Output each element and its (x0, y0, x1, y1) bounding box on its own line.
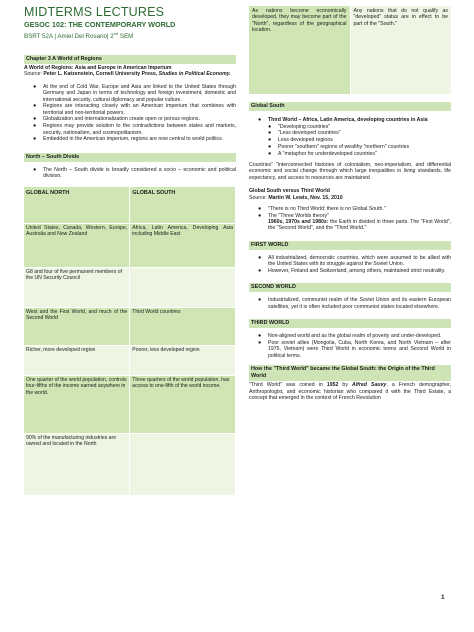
bullet-text: Regions may provide solution to the contradictions between states and markets, security, nationalism, and cosmopolitanism. (43, 123, 236, 136)
left-column (24, 55, 236, 496)
list-item (249, 255, 451, 268)
table-cell-north: United States, Canada, Western, Europe, Australia and New Zealand (24, 223, 130, 267)
table-header-global-north: GLOBAL NORTH (24, 187, 130, 223)
bullet-text: "Developing countries" (278, 123, 331, 130)
origin-text: "Third World" was coined in (249, 382, 327, 389)
first-world-bullet-list (249, 255, 451, 275)
right-column (249, 102, 451, 401)
countries-paragraph: Countries" "interconnected histories of colonialism, neo-imperialism, and differential economic and social change through which large inequalities in living standards, life expectancy, and access to resources are maintained (249, 161, 451, 181)
table-cell-south: Poorer, less developed region (130, 345, 236, 375)
origin-text-by: by (338, 382, 352, 389)
list-item (249, 268, 451, 274)
table-cell-south (130, 433, 236, 495)
bullet-text: At the end of Cold War, Europe and Asia are linked to the United States through Germany and Japan in terms of technology and foreign investment, domestic and international security, cultural diplomacy and popular culture. (43, 83, 236, 103)
table-row (24, 223, 236, 267)
bullet-bold-text: 1960s, 1970s and 1980s: (268, 219, 329, 226)
list-item (249, 213, 451, 232)
table-cell-north: G8 and four of five permanent members of the UN Security Council (24, 267, 130, 307)
bullet-icon: ● (268, 123, 272, 130)
chapter-heading: Chapter 3 A World of Regions (24, 55, 236, 64)
third-world-bullet-list (249, 333, 451, 359)
bullet-icon: ● (258, 254, 262, 261)
list-item (24, 84, 236, 103)
table-row (24, 345, 236, 375)
versus-source (249, 195, 451, 201)
author-byline (24, 30, 133, 41)
bullet-icon: ● (268, 143, 272, 150)
north-south-table (24, 187, 236, 496)
list-item (259, 124, 451, 130)
continued-south-cell: Any nations that do not qualify as "developed" status are in effect to be part of the "South." (353, 8, 448, 27)
bullet-icon: ● (258, 267, 262, 274)
bullet-text: Globalization and internationalization create open or porous regions. (43, 116, 200, 123)
table-row (24, 433, 236, 495)
bullet-icon: ● (33, 83, 37, 90)
bullet-text: Non-aligned world and as the global realm of poverty and under-developed. (268, 333, 442, 340)
north-south-bullet-list (24, 167, 236, 180)
list-item (259, 130, 451, 136)
bullet-icon: ● (258, 339, 262, 346)
bullet-icon: ● (258, 205, 262, 212)
table-header-global-south: GLOBAL SOUTH (130, 187, 236, 223)
table-row (24, 267, 236, 307)
bullet-icon: ● (33, 103, 37, 110)
bullet-text: However, Finland and Switzerland, among others, maintained strict neutrality. (268, 267, 446, 274)
list-item (249, 117, 451, 123)
table-cell-south: Three quarters of the world population, has access to one-fifth of the world income. (130, 375, 236, 433)
bullet-icon: ● (258, 117, 262, 123)
list-item (249, 297, 451, 310)
list-item (24, 136, 236, 142)
third-world-heading: THIRD WORLD (249, 319, 451, 328)
origin-author: Alfred Sauvy (351, 382, 387, 389)
global-south-sub-list (249, 124, 451, 157)
table-cell-south: Third World countries (130, 307, 236, 345)
bullet-text: Less developed regions (278, 137, 333, 144)
list-item (259, 137, 451, 143)
bullet-icon: ● (33, 116, 37, 123)
list-item (24, 103, 236, 116)
bullet-text: All industrialized, democratic countries, which were assumed to be allied with the United States with its struggle against the Soviet Union. (268, 254, 451, 268)
list-item (259, 144, 451, 150)
bullet-text: A "metaphor for underdeveloped countries" (278, 150, 377, 157)
bullet-icon: ● (258, 212, 262, 219)
bullet-rest-text: the Earth in divided in three parts. The "First World", the "Second World", and the "Third World." (268, 219, 451, 232)
bullet-icon: ● (268, 130, 272, 137)
table-cell-north: Richer, more developed region (24, 345, 130, 375)
list-item (24, 116, 236, 122)
origin-heading: How the "Third World" became the Global South: the Origin of the Third World (249, 365, 451, 381)
table-cell-north: 90% of the manufacturing industries are owned and located in the North (24, 433, 130, 495)
list-item (249, 206, 451, 212)
page-number: 1 (441, 594, 445, 601)
chapter-title: A World of Regions: Asia and Europe in American Imperium (24, 65, 172, 71)
table-cell-north: One quarter of the world population, controls four-fifths of the income earned anywhere in the world. (24, 375, 130, 433)
list-item (249, 340, 451, 359)
origin-text-rest: , a French demographer, Anthropologist, and economic historian who compared it with the Third Estate, a concept that emerged in the context of French Revolution (249, 382, 451, 401)
byline-superscript: nd (113, 31, 119, 36)
source-title: Studies in Political Economy. (158, 71, 231, 78)
versus-heading: Global South versus Third World (249, 188, 330, 195)
source-author: Peter L. Katzenstein, Cornell University Press, (43, 71, 159, 78)
north-south-heading: North – South Divide (24, 153, 236, 162)
source-label: Source: (24, 71, 44, 78)
global-south-heading: Global South (249, 102, 451, 111)
global-south-bullet-list (249, 117, 451, 123)
bullet-text: Poorer "southern" regions of wealthy "northern" countries (278, 143, 410, 150)
bullet-text: Embedded in the American imperium, regions are now central to world politics. (43, 136, 224, 143)
byline-text: BSRT 52A | Amiel Del Rosario| 2 (24, 33, 114, 41)
list-item (249, 333, 451, 339)
continued-table (249, 6, 451, 94)
table-cell-north: West and the First World, and much of the Second World (24, 307, 130, 345)
list-item (24, 167, 236, 180)
bullet-icon: ● (268, 150, 272, 157)
bullet-text: Poor soviet allies (Mongolia, Cuba, North Korea, and North Vietnam – after 1975, Vietnam) were Third World in economic terms and Second World in political terms. (268, 339, 451, 359)
page-title: MIDTERMS LECTURES (24, 5, 165, 19)
bullet-icon: ● (33, 166, 37, 173)
table-cell-south: Africa, Latin America, Developing Asia including Middle East (130, 223, 236, 267)
origin-year: 1952 (326, 382, 339, 389)
list-item (259, 151, 451, 157)
origin-paragraph (249, 382, 451, 401)
list-item (24, 123, 236, 136)
versus-bullet-list (249, 206, 451, 232)
second-world-bullet-list (249, 297, 451, 310)
bullet-icon: ● (268, 137, 272, 144)
byline-suffix: SEM (118, 33, 134, 41)
bullet-text: Regions are interacting closely with an American imperium that combines with territorial and non-territorial powers. (43, 103, 236, 116)
bullet-text: The "Three Worlds theory" (268, 212, 329, 219)
table-cell-south (130, 267, 236, 307)
bullet-text: The North – South divide is broadly considered a socio – economic and political division. (43, 166, 236, 180)
bullet-icon: ● (258, 297, 262, 304)
table-row (24, 307, 236, 345)
bullet-icon: ● (258, 333, 262, 340)
table-row (24, 375, 236, 433)
source-label: Source: (249, 194, 269, 201)
second-world-heading: SECOND WORLD (249, 283, 451, 292)
bullet-text: Industrialized, communist realm of the Soviet Union and its eastern European satellites, yet it is often included poor communist states located elsewhere. (268, 297, 451, 310)
chapter-source (24, 71, 236, 77)
course-subtitle: GESOC 102: THE CONTEMPORARY WORLD (24, 20, 176, 29)
continued-north-cell: As nations become economically developed, they may become part of the "North", regardless of the geographical location. (249, 6, 350, 94)
chapter-bullet-list (24, 84, 236, 143)
source-author: Martin W. Lewis, Nov. 15, 2010 (268, 194, 343, 201)
bullet-text: "There is no Third World; there is no Global South." (268, 205, 386, 212)
first-world-heading: FIRST WORLD (249, 241, 451, 250)
bullet-icon: ● (33, 123, 37, 130)
bullet-text: Third World – Africa, Latin America, developing countries in Asia (268, 117, 428, 123)
bullet-text: "Less developed countries" (278, 130, 341, 137)
bullet-icon: ● (33, 136, 37, 143)
